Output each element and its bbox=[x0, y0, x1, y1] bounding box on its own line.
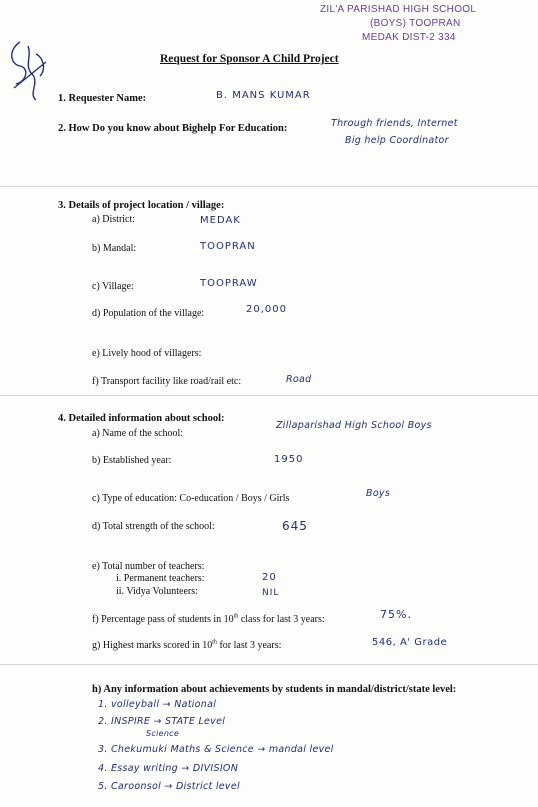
fold-line bbox=[0, 664, 538, 665]
established-year-answer: 1950 bbox=[274, 454, 304, 465]
teachers-label: e) Total number of teachers: bbox=[92, 561, 205, 572]
village-answer: TOOPRAW bbox=[200, 278, 258, 289]
population-answer: 20,000 bbox=[246, 304, 287, 315]
permanent-teachers-label: i. Permanent teachers: bbox=[116, 573, 205, 584]
percentage-pass-label: f) Percentage pass of students in 10th class for last 3 years: bbox=[92, 613, 325, 625]
achievements-label: h) Any information about achievements by students in mandal/district/state level: bbox=[92, 684, 457, 695]
mandal-answer: TOOPRAN bbox=[200, 241, 256, 252]
school-info-heading: 4. Detailed information about school: bbox=[58, 413, 225, 424]
transport-label: f) Transport facility like road/rail etc: bbox=[92, 376, 242, 387]
achievement-item: 2. INSPIRE → STATE Level bbox=[98, 716, 226, 727]
district-label: a) District: bbox=[92, 214, 136, 225]
total-strength-label: d) Total strength of the school: bbox=[92, 521, 215, 532]
highest-marks-answer: 546, A' Grade bbox=[372, 637, 448, 648]
school-name-answer: Zillaparishad High School Boys bbox=[276, 420, 432, 431]
how-know-label: 2. How Do you know about Bighelp For Education: bbox=[58, 123, 288, 134]
achievement-item: 3. Chekumuki Maths & Science → mandal level bbox=[98, 744, 334, 755]
vidya-volunteers-label: ii. Vidya Volunteers: bbox=[116, 586, 198, 597]
highest-marks-label: g) Highest marks scored in 10th for last 3 years: bbox=[92, 639, 282, 651]
achievement-item: 1. volleyball → National bbox=[98, 699, 217, 710]
district-answer: MEDAK bbox=[200, 215, 241, 226]
achievement-item: Science bbox=[146, 729, 180, 738]
permanent-teachers-answer: 20 bbox=[262, 572, 277, 583]
achievement-item: 4. Essay writing → DIVISION bbox=[98, 763, 239, 774]
established-year-label: b) Established year: bbox=[92, 455, 172, 466]
total-strength-answer: 645 bbox=[282, 519, 308, 533]
village-label: c) Village: bbox=[92, 281, 134, 292]
education-type-label: c) Type of education: Co-education / Boys / Girls bbox=[92, 493, 290, 504]
livelihood-label: e) Lively hood of villagers: bbox=[92, 348, 202, 359]
education-type-answer: Boys bbox=[366, 488, 391, 499]
signature-scribble bbox=[6, 36, 54, 106]
page-title: Request for Sponsor A Child Project bbox=[160, 53, 339, 65]
requester-name-label: 1. Requester Name: bbox=[58, 93, 147, 104]
school-stamp-line-3: MEDAK DIST-2 334 bbox=[362, 32, 456, 43]
school-stamp-line-1: ZIL'A PARISHAD HIGH SCHOOL bbox=[320, 4, 477, 15]
school-name-label: a) Name of the school: bbox=[92, 428, 184, 439]
fold-line bbox=[0, 186, 538, 187]
population-label: d) Population of the village: bbox=[92, 308, 205, 319]
how-know-answer-line-2: Big help Coordinator bbox=[345, 135, 449, 146]
school-stamp-line-2: (BOYS) TOOPRAN bbox=[370, 18, 461, 29]
mandal-label: b) Mandal: bbox=[92, 243, 137, 254]
fold-line bbox=[0, 395, 538, 396]
vidya-volunteers-answer: NIL bbox=[262, 588, 280, 598]
how-know-answer-line-1: Through friends, Internet bbox=[331, 118, 458, 129]
transport-answer: Road bbox=[286, 374, 312, 385]
requester-name-answer: B. MANS KUMAR bbox=[216, 90, 311, 101]
percentage-pass-answer: 75%. bbox=[380, 608, 412, 621]
achievement-item: 5. Caroonsol → District level bbox=[98, 781, 240, 792]
location-heading: 3. Details of project location / village: bbox=[58, 200, 225, 211]
